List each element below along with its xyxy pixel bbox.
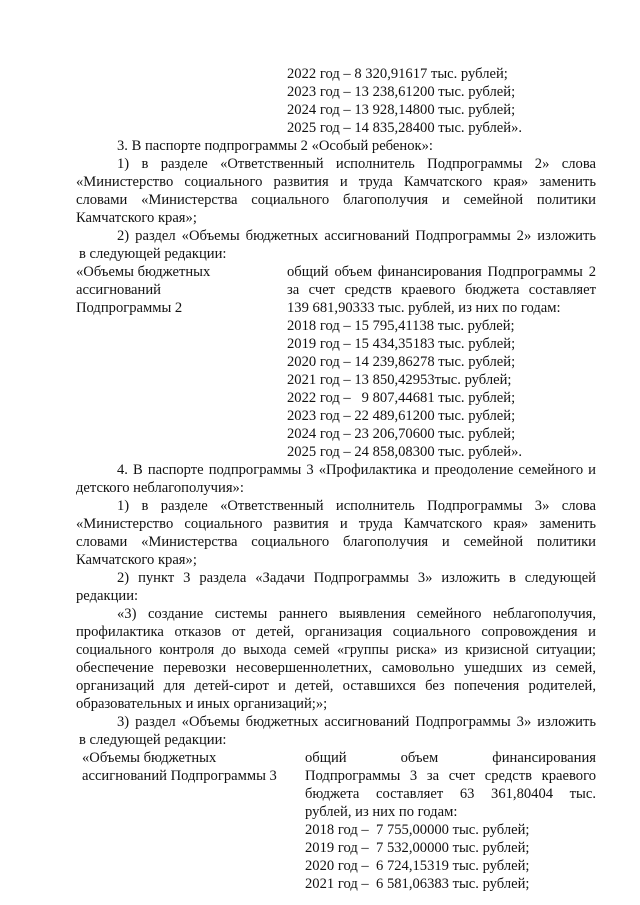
- quote-line: социального контроля до выхода семей «группы риска» из кризисной ситуации;: [76, 642, 596, 658]
- year-line: 2024 год – 13 928,14800 тыс. рублей;: [287, 102, 516, 118]
- item4-p1-line: Камчатского края»;: [76, 552, 197, 568]
- item3-p2-line: 2) раздел «Объемы бюджетных ассигнований Подпрограммы 2» изложить: [117, 228, 596, 244]
- item3-p1-line: Камчатского края»;: [76, 210, 197, 226]
- item4-heading-line: детского неблагополучия»:: [76, 480, 244, 496]
- item4-p1-line: 1) в разделе «Ответственный исполнитель Подпрограммы 3» слова: [117, 498, 596, 514]
- quote-line: «3) создание системы раннего выявления семейного неблагополучия,: [117, 606, 596, 622]
- item3-p1-line: 1) в разделе «Ответственный исполнитель Подпрограммы 2» слова: [117, 156, 596, 172]
- table2-left-cell: «Объемы бюджетных: [76, 264, 211, 280]
- quote-line: обеспечение перевозки несовершеннолетних, самовольно ушедших из семей,: [76, 660, 596, 676]
- item4-heading-line: 4. В паспорте подпрограммы 3 «Профилактика и преодоление семейного и: [117, 462, 596, 478]
- table3-intro-line: общий объем финансирования: [305, 750, 596, 766]
- table3-left-cell: «Объемы бюджетных: [82, 750, 217, 766]
- year-line: 2023 год – 13 238,61200 тыс. рублей;: [287, 84, 516, 100]
- item4-p1-line: словами «Министерства социального благополучия и семейной политики: [76, 534, 596, 550]
- item4-p2-line: 2) пункт 3 раздела «Задачи Подпрограммы 3» изложить в следующей: [117, 570, 596, 586]
- year-line: 2025 год – 14 835,28400 тыс. рублей».: [287, 120, 523, 136]
- table3-intro-line: рублей, из них по годам:: [305, 804, 458, 820]
- table3-year-line: 2018 год – 7 755,00000 тыс. рублей;: [305, 822, 530, 838]
- item3-p2-line: в следующей редакции:: [79, 246, 227, 262]
- item4-p3-line: 3) раздел «Объемы бюджетных ассигнований Подпрограммы 3» изложить: [117, 714, 596, 730]
- quote-line: образовательных и иных организаций;»;: [76, 696, 328, 712]
- item3-p1-line: «Министерство социального развития и труда Камчатского края» заменить: [76, 174, 596, 190]
- table3-year-line: 2020 год – 6 724,15319 тыс. рублей;: [305, 858, 530, 874]
- table2-year-line: 2020 год – 14 239,86278 тыс. рублей;: [287, 354, 516, 370]
- item4-p3-line: в следующей редакции:: [79, 732, 227, 748]
- item3-p1-line: словами «Министерства социального благополучия и семейной политики: [76, 192, 596, 208]
- table3-year-line: 2021 год – 6 581,06383 тыс. рублей;: [305, 876, 530, 892]
- table3-intro-line: Подпрограммы 3 за счет средств краевого: [305, 768, 596, 784]
- table3-left-cell: ассигнований Подпрограммы 3: [82, 768, 277, 784]
- table2-year-line: 2022 год – 9 807,44681 тыс. рублей;: [287, 390, 516, 406]
- table2-intro-line: за счет средств краевого бюджета составляет: [287, 282, 596, 298]
- item4-p2-line: редакции:: [76, 588, 139, 604]
- item3-heading: 3. В паспорте подпрограммы 2 «Особый ребенок»:: [117, 138, 433, 154]
- table2-year-line: 2018 год – 15 795,41138 тыс. рублей;: [287, 318, 515, 334]
- table2-left-cell: Подпрограммы 2: [76, 300, 183, 316]
- table2-left-cell: ассигнований: [76, 282, 161, 298]
- quote-line: профилактика отказов от детей, организация социального сопровождения и: [76, 624, 596, 640]
- table3-intro-line: бюджета составляет 63 361,80404 тыс.: [305, 786, 596, 802]
- table2-year-line: 2019 год – 15 434,35183 тыс. рублей;: [287, 336, 516, 352]
- table3-year-line: 2019 год – 7 532,00000 тыс. рублей;: [305, 840, 530, 856]
- table2-year-line: 2024 год – 23 206,70600 тыс. рублей;: [287, 426, 516, 442]
- quote-line: организаций для детей-сирот и детей, оставшихся без попечения родителей,: [76, 678, 596, 694]
- table2-intro-line: 139 681,90333 тыс. рублей, из них по годам:: [287, 300, 561, 316]
- table2-intro-line: общий объем финансирования Подпрограммы 2: [287, 264, 596, 280]
- table2-year-line: 2023 год – 22 489,61200 тыс. рублей;: [287, 408, 516, 424]
- year-line: 2022 год – 8 320,91617 тыс. рублей;: [287, 66, 508, 82]
- item4-p1-line: «Министерство социального развития и труда Камчатского края» заменить: [76, 516, 596, 532]
- table2-year-line: 2025 год – 24 858,08300 тыс. рублей».: [287, 444, 523, 460]
- table2-year-line: 2021 год – 13 850,42953тыс. рублей;: [287, 372, 512, 388]
